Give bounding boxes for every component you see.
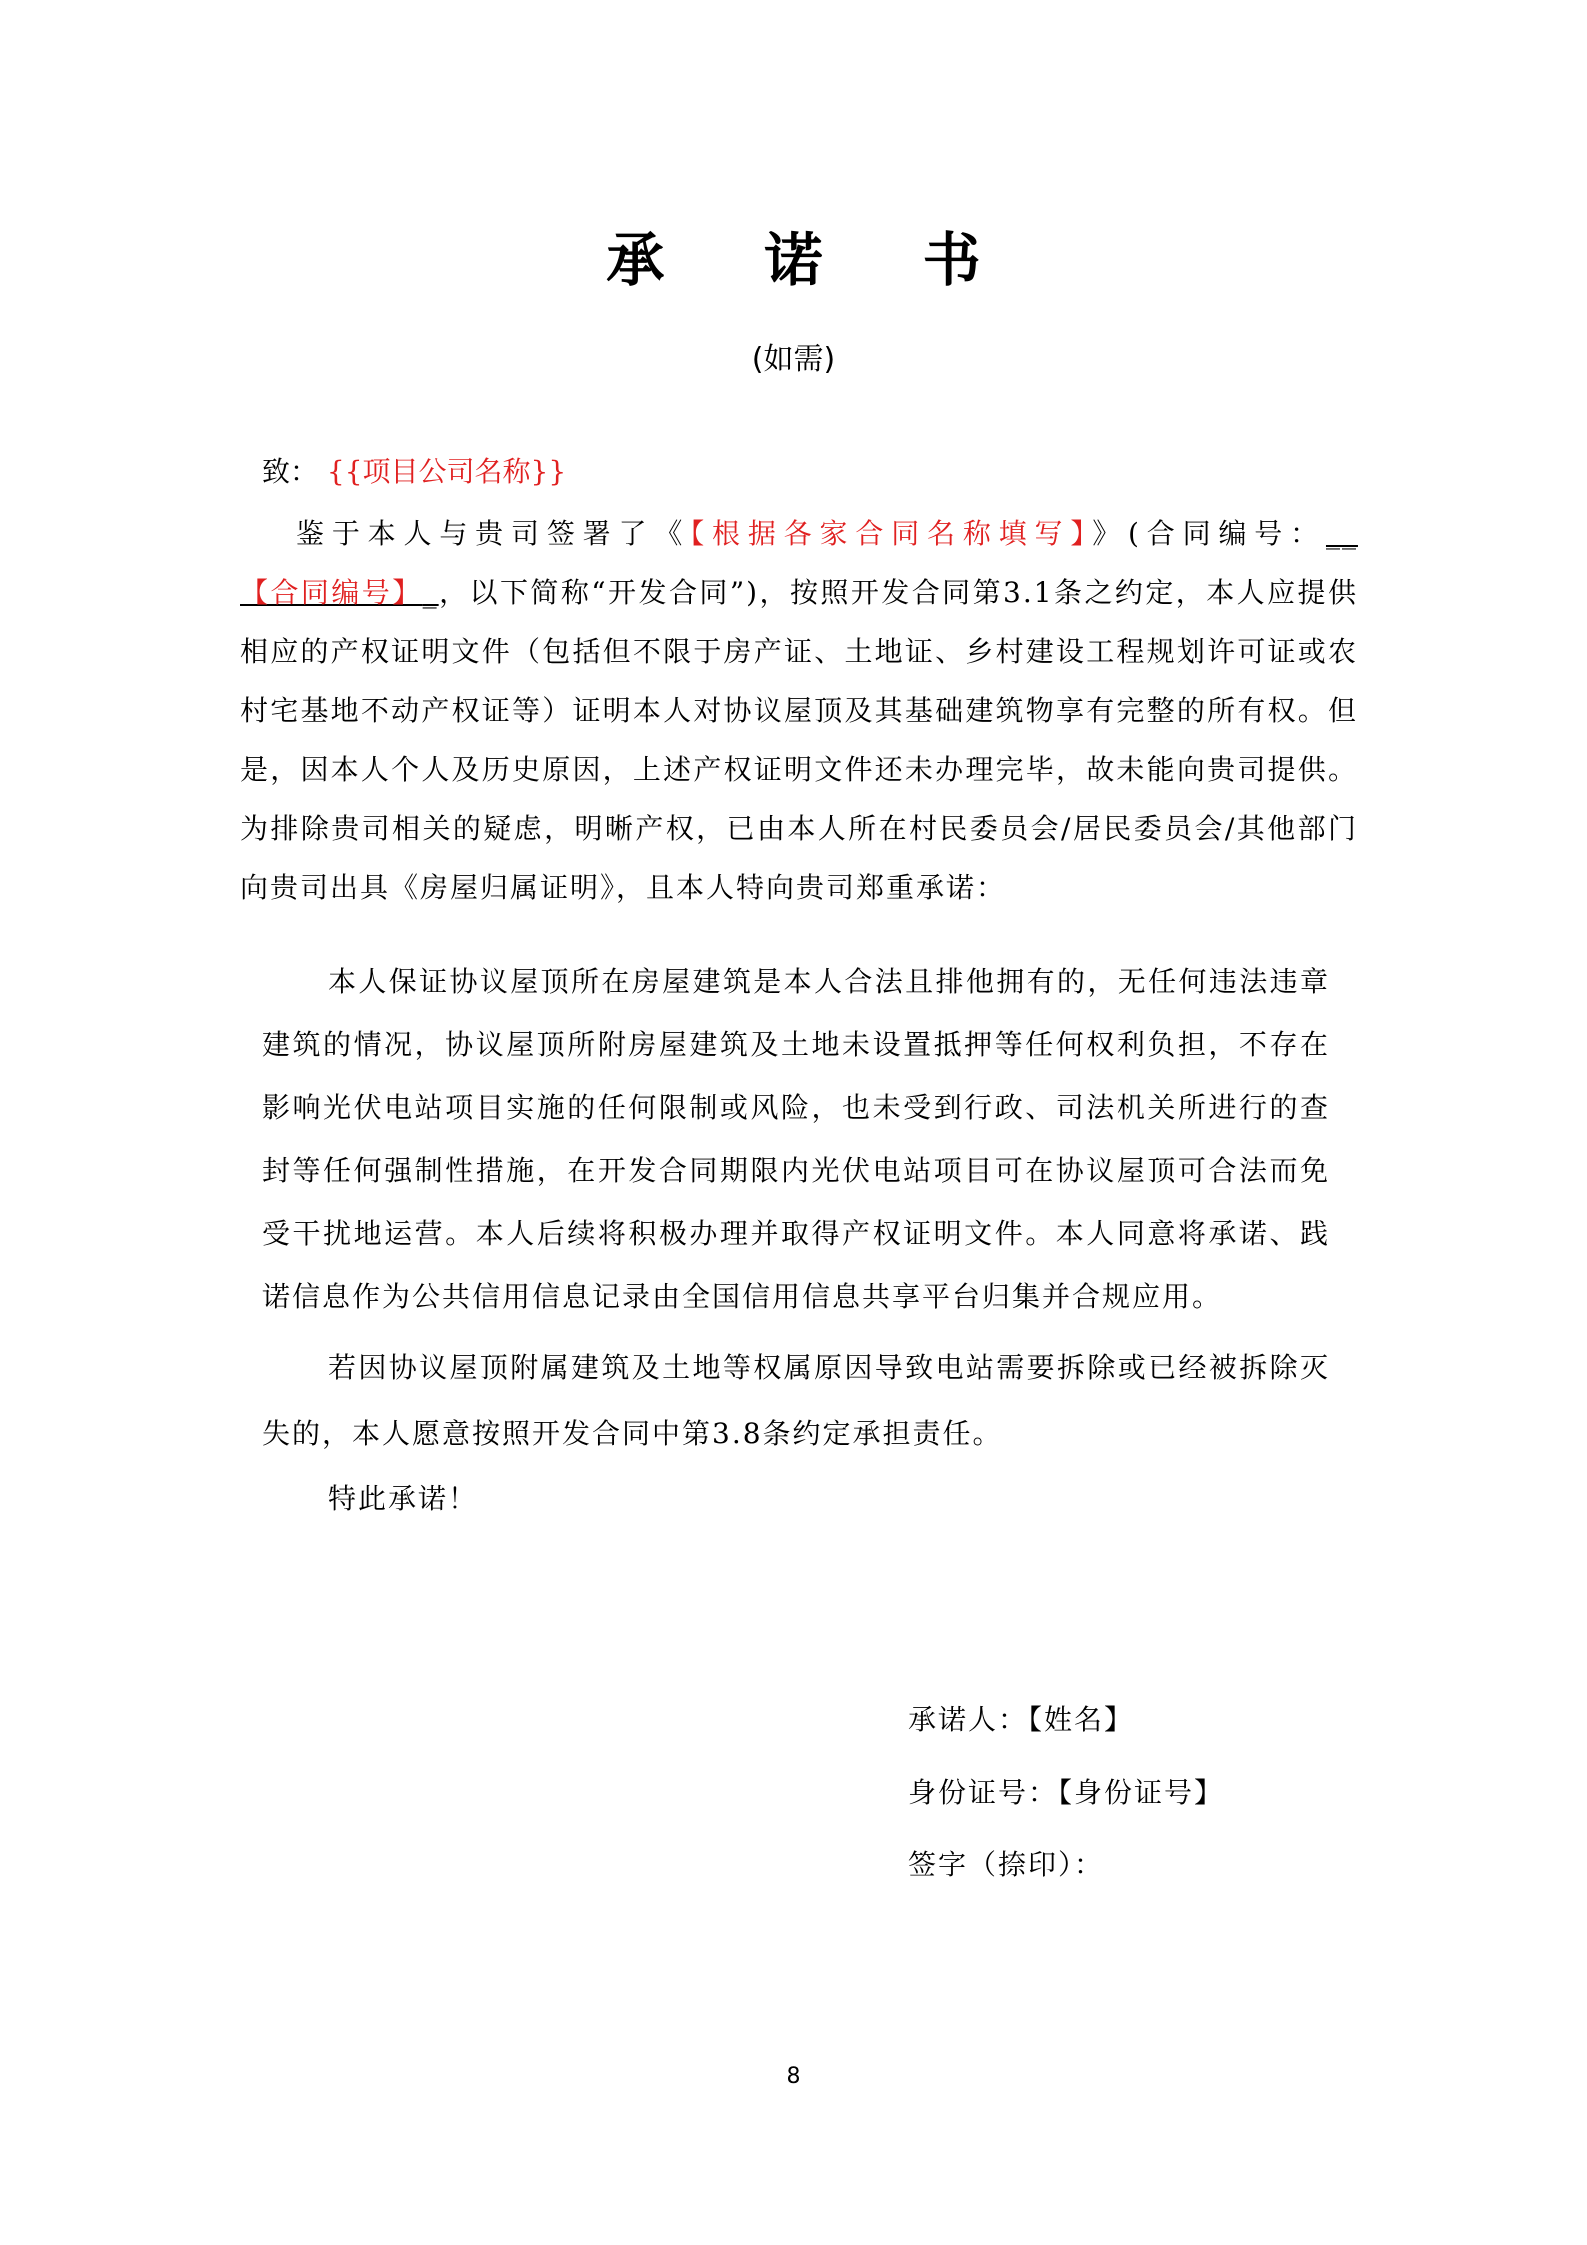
document-title: 承 诺 书 xyxy=(606,226,1021,294)
document-subtitle: (如需) xyxy=(751,342,836,377)
recipient-label: 致： xyxy=(262,455,319,488)
promisor-line xyxy=(908,1695,1134,1745)
id-number-label: 身份证号： xyxy=(908,1776,1059,1809)
signature-line xyxy=(908,1840,1104,1890)
contract-number-prefix: __ xyxy=(1325,517,1358,550)
contract-number-placeholder: 【合同编号】 xyxy=(240,576,423,609)
promisor-label: 承诺人： xyxy=(908,1703,1029,1736)
paragraph-guarantee: 本人保证协议屋顶所在房屋建筑是本人合法且排他拥有的，无任何违法违章建筑的情况，协议屋顶所附房屋建筑及土地未设置抵押等任何权利负担，不存在影响光伏电站项目实施的任何限制或风险，也未受到行政、司法机关所进行的查封等任何强制性措施，在开发合同期限内光伏电站项目可在协议屋顶可合法而免受干扰地运营。本人后续将积极办理并取得产权证明文件。本人同意将承诺、践诺信息作为公共信用信息记录由全国信用信息共享平台归集并合规应用。 xyxy=(262,965,1330,1313)
id-number-placeholder: 【身份证号】 xyxy=(1058,1776,1225,1809)
signature-label: 签字（捺印）： xyxy=(908,1848,1105,1881)
closing-statement: 特此承诺！ xyxy=(328,1482,479,1515)
recipient-placeholder: {{项目公司名称}} xyxy=(326,455,567,488)
id-number-line xyxy=(908,1768,1224,1818)
contract-name-placeholder: 【根据各家合同名称填写】 xyxy=(690,517,1093,550)
paragraph-background xyxy=(240,504,1358,917)
paragraph-background-text-2: 》(合同编号： xyxy=(1092,517,1326,550)
promisor-name-placeholder: 【姓名】 xyxy=(1028,1703,1135,1736)
paragraph-liability: 若因协议屋顶附属建筑及土地等权属原因导致电站需要拆除或已经被拆除灭失的，本人愿意按照开发合同中第3.8条约定承担责任。 xyxy=(262,1351,1330,1450)
page-number: 8 xyxy=(786,2064,801,2089)
contract-number-suffix: _ xyxy=(422,576,439,609)
paragraph-background-text-3: ，以下简称“开发合同”)，按照开发合同第3.1条之约定，本人应提供相应的产权证明文件（包括但不限于房产证、土地证、乡村建设工程规划许可证或农村宅基地不动产权证等）证明本人对协议屋顶及其基础建筑物享有完整的所有权。但是，因本人个人及历史原因，上述产权证明文件还未办理完毕，故未能向贵司提供。为排除贵司相关的疑虑，明晰产权，已由本人所在村民委员会/居民委员会/其他部门向贵司出具《房屋归属证明》，且本人特向贵司郑重承诺： xyxy=(240,576,1358,904)
paragraph-background-text-1: 鉴于本人与贵司签署了《 xyxy=(296,517,691,550)
recipient-line xyxy=(262,448,566,496)
